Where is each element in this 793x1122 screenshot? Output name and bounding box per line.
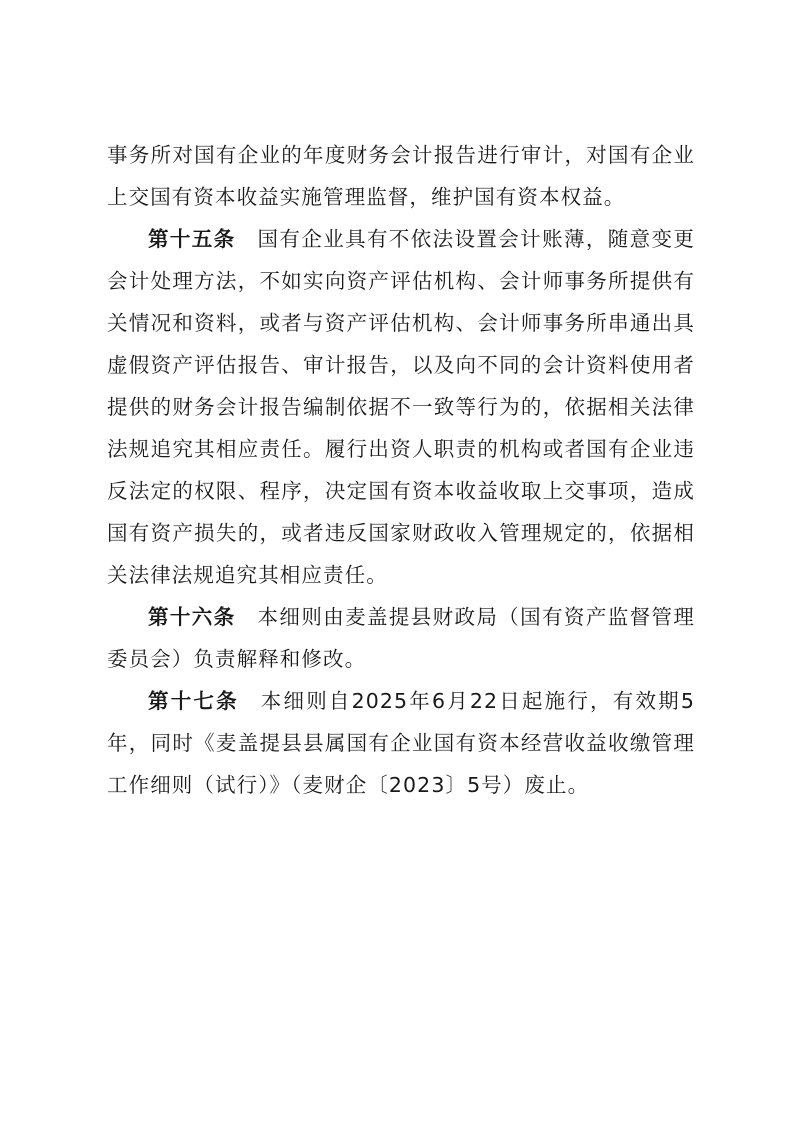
article-17 bbox=[107, 680, 695, 806]
document-body bbox=[107, 134, 695, 806]
article-15 bbox=[107, 218, 695, 596]
paragraph-continuation bbox=[107, 134, 695, 218]
article-number: 第十五条 bbox=[148, 227, 236, 251]
article-16 bbox=[107, 596, 695, 680]
paragraph-text: 事务所对国有企业的年度财务会计报告进行审计，对国有企业上交国有资本收益实施管理监督，维护国有资本权益。 bbox=[107, 143, 695, 209]
article-number: 第十六条 bbox=[148, 605, 236, 629]
article-text: 本细则由麦盖提县财政局（国有资产监督管理委员会）负责解释和修改。 bbox=[107, 605, 695, 671]
article-text: 国有企业具有不依法设置会计账薄，随意变更会计处理方法，不如实向资产评估机构、会计师事务所提供有关情况和资料，或者与资产评估机构、会计师事务所串通出具虚假资产评估报告、审计报告，以及向不同的会计资料使用者提供的财务会计报告编制依据不一致等行为的，依据相关法律法规追究其相应责任。履行出资人职责的机构或者国有企业违反法定的权限、程序，决定国有资本收益收取上交事项，造成国有资产损失的，或者违反国家财政收入管理规定的，依据相关法律法规追究其相应责任。 bbox=[107, 227, 695, 587]
article-text: 本细则自2025年6月22日起施行，有效期5年，同时《麦盖提县县属国有企业国有资本经营收益收缴管理工作细则（试行）》（麦财企〔2023〕5号）废止。 bbox=[107, 689, 695, 797]
article-number: 第十七条 bbox=[148, 689, 239, 713]
